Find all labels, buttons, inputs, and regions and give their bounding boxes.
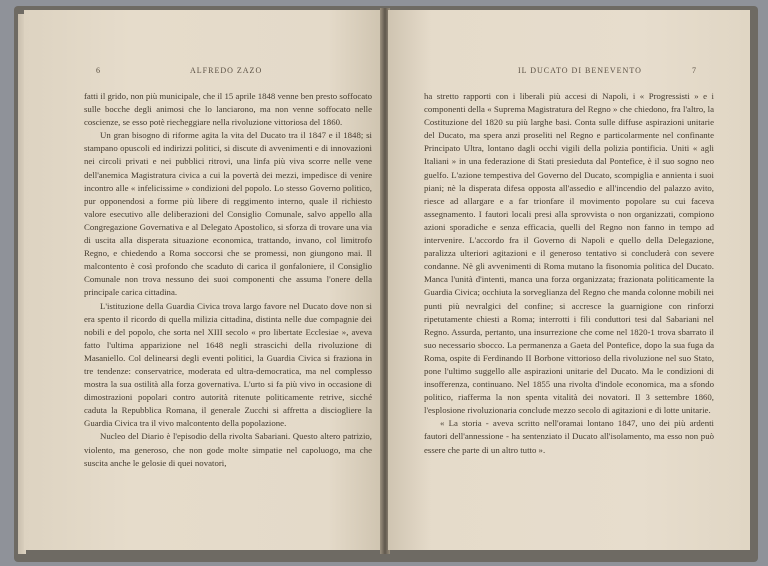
right-paragraph-2: « La storia - aveva scritto nell'oramai lontano 1847, uno dei più ardenti fautori dell'annessione - ha sentenziato il Ducato all'isolamento, ma esso non può essere che parte di un altro tutto ».	[424, 418, 714, 455]
right-page-number: 7	[692, 66, 696, 75]
left-paragraph-4: Nucleo del Diario è l'episodio della rivolta Sabariani. Questo altero patrizio, violento, ma generoso, che non gode molte simpatie nel capoluogo, ma che suscita anche le gelosie di quei novatori,	[84, 431, 372, 468]
right-page	[388, 10, 750, 550]
left-paragraph-2: Un gran bisogno di riforme agita la vita del Ducato tra il 1847 e il 1848; si stampano opuscoli ed indirizzi politici, si discute di avvenimenti e di innovazioni nei circoli privati e nei pubblici ritrovi, una linfa più viva scorre nelle vene dell'anemica Magistratura civica a cui la povertà dei mezzi, impedisce di venire incontro alle « infelicissime » condizioni del popolo. Lo stesso Governo politico, pur opponendosi a forme più libere di reggimento interno, quale il richiesto valore esecutivo alle deliberazioni del Consiglio Comunale, salvo appello alla Congregazione Governativa e al Delegato Apostolico, si sforza di trovare una via di uscita alla disperata situazione economica, trattando, invano, col limitrofo Regno, e chiedendo a Roma soccorsi che se promessi, non giungono mai. Il malcontento è così profondo che scaduto di carica il gonfaloniere, il Consiglio Comunale non trova nessuno dei suoi componenti che assuma l'onere della principale carica cittadina.	[84, 130, 372, 298]
right-running-head: IL DUCATO DI BENEVENTO	[518, 66, 642, 75]
left-page	[24, 10, 382, 550]
left-paragraph-1: fatti il grido, non più municipale, che il 15 aprile 1848 venne ben presto soffocato sulle bocche degli animosi che lo lanciarono, ma non venne soffocato nelle coscienze, se esso potè riecheggiare nella rivoluzione vittoriosa del 1860.	[84, 91, 372, 128]
left-paragraph-3: L'istituzione della Guardia Civica trova largo favore nel Ducato dove non si era spento il ricordo di quella milizia cittadina, distinta nelle due compagnie dei nobili e del popolo, che sorta nel XIII secolo « pro libertate Ecclesiae », aveva fatto l'ultima apparizione nel 1648 negli strascichi della rivoluzione di Masaniello. Col delinearsi degli eventi politici, la Guardia Civica si fraziona in tre tendenze: conservatrice, moderata ed ultra-democratica, ma nel complesso mostra la sua ostilità alla forza governativa. L'urto si fa più vivo in occasione di dimostrazioni popolari contro autorità ritenute politicamente retrive, sicché caduta la Repubblica Romana, il generale Zucchi si affretta a disciogliere la Guardia Civica tra il vivo malcontento della popolazione.	[84, 300, 372, 429]
left-page-number: 6	[96, 66, 100, 75]
left-running-head: ALFREDO ZAZO	[190, 66, 263, 75]
right-text-block	[424, 90, 714, 457]
left-text-block	[84, 90, 372, 470]
right-paragraph-1: ha stretto rapporti con i liberali più accesi di Napoli, i « Progressisti » e i componenti della « Suprema Magistratura del Regno » che chiedono, fra l'altro, la Costituzione del 1820 su più larghe basi. Conta sulle diffuse aspirazioni unitarie del Ducato, ma spera anzi proseliti nel Regno e particolarmente nel confinante Principato Ultra, lontano dagli occhi vigili della polizia pontificia. Uniti « agli Italiani » in una federazione di Stati presieduta dal Pontefice, è il suo sogno neo guelfo. L'azione tempestiva del Governo del Ducato, scompiglia e annienta i suoi piani; nè la disperata difesa opposta all'assedio e all'incendio del palazzo avito, riesce ad allargare e a far trionfare il movimento popolare su cui faceva assegnamento. I fautori locali presi alla sprovvista o non organizzati, compiono azioni sporadiche e senza efficacia, quelli del Regno non fanno in tempo ad intervenire. L'accordo fra il Governo di Napoli e quello della Delegazione, paralizza ulteriori agitazioni e il generoso tentativo si concluderà con severe condanne. Nè gli avvenimenti di Roma mutano la fisonomia politica del Ducato. Manca l'unità d'intenti, manca una forza organizzata; frazionata politicamente la Guardia Civica; occhiuta la sorveglianza del Regno che manda colonne mobili nei punti più nevralgici del confine; si accresce la guarnigione con rinforzi ripetutamente chiesti a Roma; interrotti i fili conduttori tesi dal Sabariani nel Regno. Assurda, pertanto, una insurrezione che come nel 1820-1 trova sbarrato il suo necessario sbocco. La permanenza a Gaeta del Pontefice, dopo la sua fuga da Roma, ospite di Ferdinando II Borbone vittorioso della rivoluzione nel suo Stato, pone l'ultimo suggello alle aspirazioni unitarie del Ducato. Ma le condizioni di insofferenza, continuano. Nel 1855 una rivolta d'indole economica, ma a sfondo politico, riafferma la non spenta vitalità dei novatori. Il 3 settembre 1860, l'esplosione rivoluzionaria conclude mezzo secolo di agitazioni e di lotte unitarie.	[424, 91, 714, 416]
